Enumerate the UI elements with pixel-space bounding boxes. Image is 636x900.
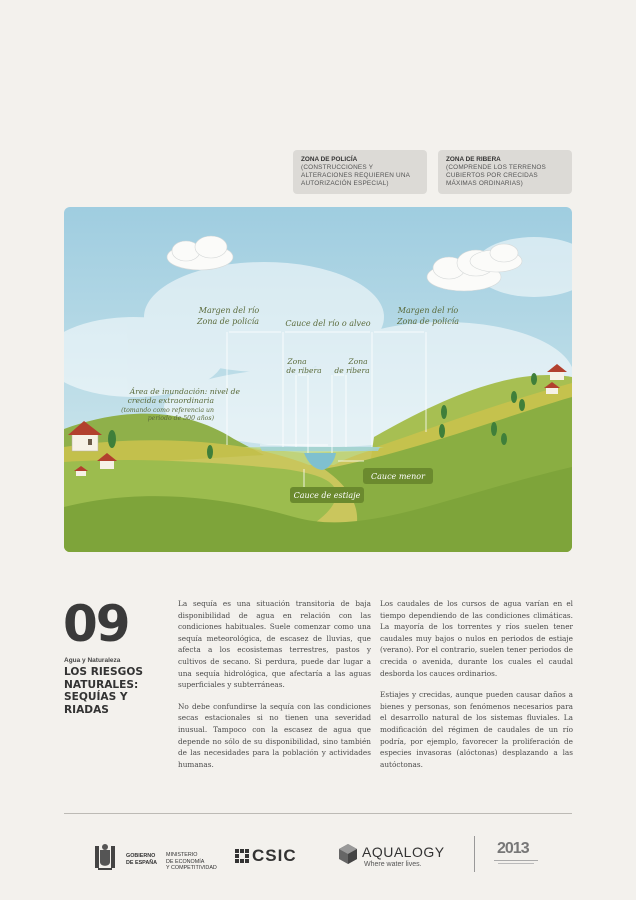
label-cauce-menor: Cauce menor xyxy=(371,472,425,481)
label-ribera-left-1: Zona xyxy=(287,357,307,366)
label-margin-right-2: Zona de policía xyxy=(396,317,460,326)
csic-logo: CSIC xyxy=(252,846,297,865)
gov-line-2: DE ESPAÑA xyxy=(126,859,158,866)
title-line-3: SEQUÍAS Y xyxy=(64,691,128,704)
government-label xyxy=(126,853,157,866)
label-ribera-left-2: de ribera xyxy=(286,366,322,375)
paragraph-drought-confusion: No debe confundirse la sequía con las condiciones secas estacionales si no tienen una severidad inusual. Tampoco con la escasez de agua que depende no sólo de su disponibilidad, sino también de las necesidades para la población y actividades humanas. xyxy=(178,701,371,769)
legend-police-title: ZONA DE POLICÍA xyxy=(301,156,358,163)
label-ribera-right-2: de ribera xyxy=(334,366,370,375)
body-column-2 xyxy=(380,598,573,780)
paragraph-flows: Los caudales de los cursos de agua varían en el tiempo dependiendo de las condiciones climáticas. La mayoría de los torrentes y ríos suelen tener caudales muy bajos o nulos en periodos de estiaje (verano). Por el contrario, suelen tener periodos de crecida o avenida, durante los cuales el caudal desborda los cauces ordinarios. xyxy=(380,599,573,678)
title-line-2: NATURALES: xyxy=(64,678,139,691)
ministry-line-2: DE ECONOMÍA xyxy=(166,858,205,865)
title-line-1: LOS RIESGOS xyxy=(64,666,143,678)
label-flood-2: crecida extraordinaria xyxy=(127,396,214,405)
river-surface xyxy=(260,447,380,451)
csic-emblem-icon xyxy=(235,849,249,863)
legend-riverbank-zone xyxy=(438,150,572,194)
footer-logos xyxy=(64,826,572,876)
aqualogy-logo: AQUALOGY xyxy=(362,844,445,860)
aqualogy-cube-icon xyxy=(338,843,358,865)
label-margin-right-1: Margen del río xyxy=(397,306,459,315)
paragraph-floods: Estiajes y crecidas, aunque pueden causar daños a bienes y personas, son fenómenos necesarios para el desarrollo natural de los sistemas fluviales. La modificación del régimen de caudales de un río podría, por ejemplo, favorecer la proliferación de especies invasoras (alóctonas) desplazando a las autóctonas. xyxy=(380,690,573,769)
footer-divider xyxy=(64,813,572,814)
label-flood-3: (tomando como referencia un xyxy=(121,407,214,414)
label-margin-left-2: Zona de policía xyxy=(196,317,260,326)
legend-riverbank-desc: (COMPRENDE LOS TERRENOS CUBIERTOS POR CRECIDAS MÁXIMAS ORDINARIAS) xyxy=(446,164,547,187)
gov-line-1: GOBIERNO xyxy=(126,853,156,859)
legend-riverbank-title: ZONA DE RIBERA xyxy=(446,156,501,163)
section-title xyxy=(64,666,164,716)
year-logo-underline xyxy=(494,860,538,861)
year-logo-underline-2 xyxy=(498,863,534,864)
ministry-line-1: MINISTERIO xyxy=(166,852,198,858)
label-ribera-right-1: Zona xyxy=(348,357,368,366)
footer-separator xyxy=(474,836,475,872)
paragraph-drought-definition: La sequía es una situación transitoria de baja disponibilidad de agua en relación con las condiciones habituales. Suele comenzar como una sequía meteorológica, de escasez de lluvias, que afecta a los ecosistemas terrestres, pastos y cultivos de secano. Si perdura, puede dar lugar a una sequía hidrológica, que afectaría a las aguas superficiales y subterráneas. xyxy=(178,599,371,690)
year-2013-logo: 2013 xyxy=(497,840,529,857)
body-column-1 xyxy=(178,598,371,780)
label-flood-4: periodo de 500 años) xyxy=(147,415,214,422)
label-flood-1: Área de inundación: nivel de xyxy=(129,387,240,396)
section-kicker: Agua y Naturaleza xyxy=(64,657,121,664)
title-line-4: RIADAS xyxy=(64,703,109,716)
label-margin-left-1: Margen del río xyxy=(198,306,260,315)
ministry-label xyxy=(166,852,217,872)
legend-police-zone xyxy=(293,150,427,194)
aqualogy-tagline: Where water lives. xyxy=(364,861,422,868)
label-cauce-estiaje: Cauce de estiaje xyxy=(293,491,361,500)
section-number: 09 xyxy=(63,595,129,653)
spain-coat-of-arms-icon xyxy=(92,842,118,872)
legend-police-desc: (CONSTRUCCIONES Y ALTERACIONES REQUIEREN UNA AUTORIZACIÓN ESPECIAL) xyxy=(301,164,410,187)
river-zones-illustration xyxy=(64,207,572,552)
label-cauce-alveo: Cauce del río o alveo xyxy=(285,319,371,328)
ministry-line-3: Y COMPETITIVIDAD xyxy=(166,865,217,872)
